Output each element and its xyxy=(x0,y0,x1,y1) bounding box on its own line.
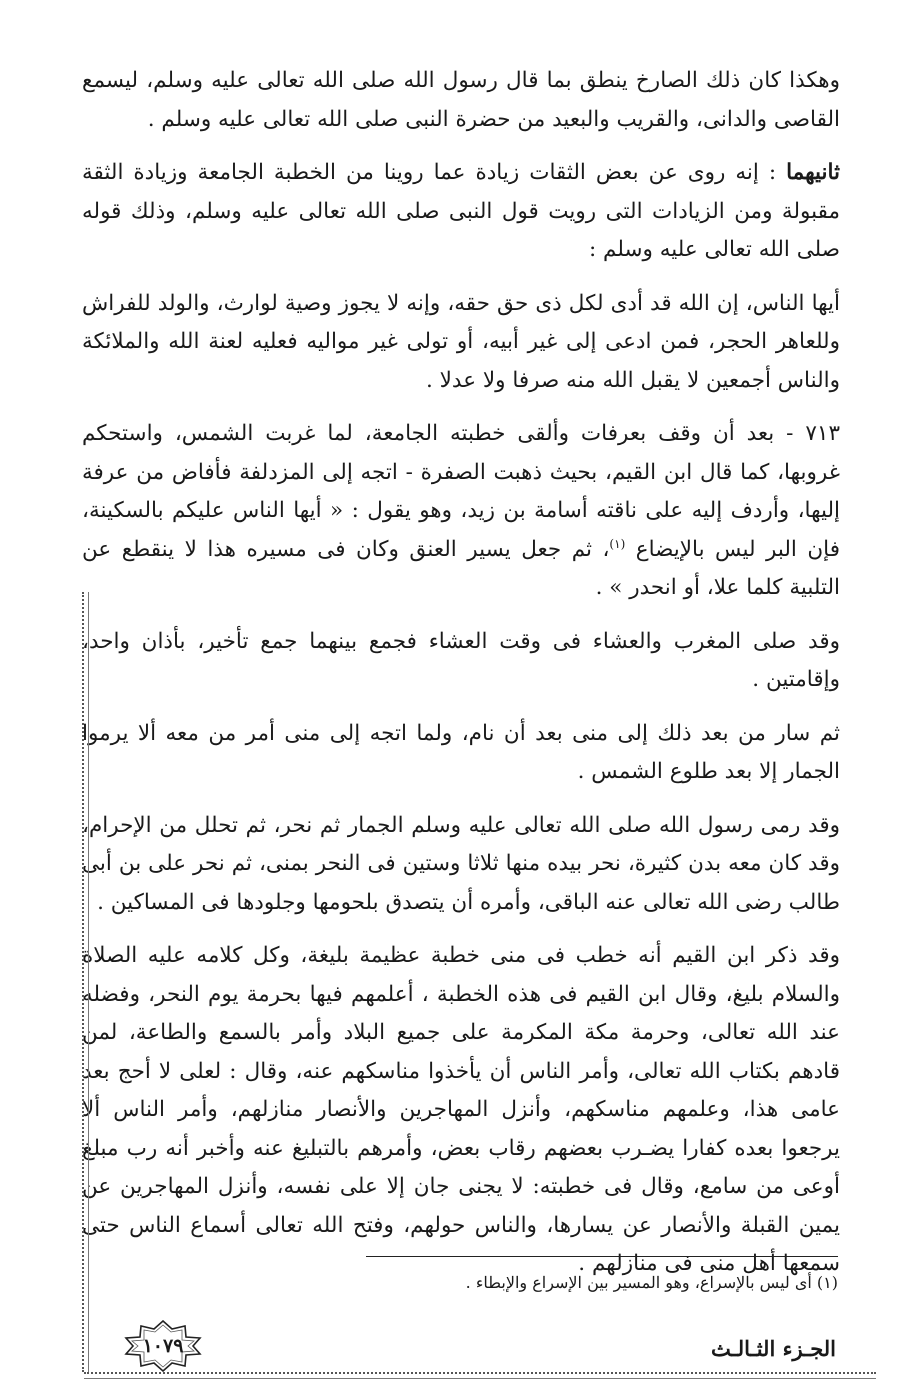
main-text xyxy=(82,62,840,1299)
paragraph-maghrib: وقد صلى المغرب والعشاء فى وقت العشاء فجمع بينهما جمع تأخير، بأذان واحد، وإقامتين . xyxy=(82,628,840,692)
page-number: ١٠٧٩ xyxy=(142,1335,184,1357)
paragraph-713-start: ٧١٣ - بعد أن وقف بعرفات وألقى خطبته الجامعة، لما غربت الشمس، واستحكم غروبها، كما قال ابن القيم، بحيث ذهبت الصفرة - اتجه إلى المزدلفة فأفاض من عرفة إليها، وأردف إليه على ناقته أسامة بن زيد، وهو يقول : « أيها الناس عليكم بالسكينة، فإن البر ليس بالإيضاع xyxy=(82,421,840,562)
paragraph-crier: وهكذا كان ذلك الصارخ ينطق بما قال رسول الله صلى الله تعالى عليه وسلم، ليسمع القاصى والدانى، والقريب والبعيد من حضرة النبى صلى الله تعالى عليه وسلم . xyxy=(82,68,840,132)
decorative-frame-left xyxy=(82,592,89,1372)
paragraph-mina: ثم سار من بعد ذلك إلى منى بعد أن نام، ولما اتجه إلى منى أمر من معه ألا يرموا الجمار إلا بعد طلوع الشمس . xyxy=(82,720,840,784)
paragraph-second-point xyxy=(82,154,840,270)
page-number-badge xyxy=(122,1320,204,1372)
second-point-text: : إنه روى عن بعض الثقات زيادة عما روينا من الخطبة الجامعة وزيادة الثقة مقبولة ومن الزيادات التى رويت قول النبى صلى الله تعالى عليه وسلم، وذلك قوله صلى الله تعالى عليه وسلم : xyxy=(82,160,840,262)
paragraph-sermon-mina: وقد ذكر ابن القيم أنه خطب فى منى خطبة عظيمة بليغة، وكل كلامه عليه الصلاة والسلام بليغ، وقال ابن القيم فى هذه الخطبة ، أعلمهم فيها بحرمة يوم النحر، وفضله عند الله تعالى، وحرمة مكة المكرمة على جميع البلاد وأمر بالسمع والطاعة، لمن قادهم بكتاب الله تعالى، وأمر الناس أن يأخذوا مناسكهم عنه، وقال : لعلى لا أحج بعد عامى هذا، وعلمهم مناسكهم، وأنزل المهاجرين والأنصار منازلهم، وأمر الناس ألا يرجعوا بعده كفارا يضـرب بعضهم رقاب بعض، وأمرهم بالتبليغ عنه وأخبر أنه رب مبلغ أوعى من سامع، وقال فى خطبته: لا يجنى جان إلا على نفسه، وأنزل المهاجرين عن يمين القبلة والأنصار عن يسارها، والناس حولهم، وفتح الله تعالى أسماع الناس حتى سمعها أهل منى فى منازلهم . xyxy=(82,943,840,1276)
footnote: (١) أى ليس بالإسراع، وهو المسير بين الإسراع والإبطاء . xyxy=(465,1273,838,1292)
sermon-quote: أيها الناس، إن الله قد أدى لكل ذى حق حقه، وإنه لا يجوز وصية لوارث، والولد للفراش وللعاهر الحجر، فمن ادعى إلى غير أبيه، أو تولى غير مواليه فعليه لعنة الله والملائكة والناس أجمعين لا يقبل الله منه صرفا ولا عدلا . xyxy=(82,290,840,393)
decorative-frame-bottom xyxy=(84,1372,876,1379)
footnote-marker: (١) xyxy=(609,536,626,551)
volume-label: الجـزء الثـالـث xyxy=(710,1336,836,1361)
second-point-lead: ثانيهما xyxy=(786,160,840,185)
paragraph-sacrifice: وقد رمى رسول الله صلى الله تعالى عليه وسلم الجمار ثم نحر، ثم تحلل من الإحرام، وقد كان معه بدن كثيرة، نحر بيده منها ثلاثا وستين فى النحر بمنى، ثم نحر على بن أبى طالب رضى الله تعالى عنه الباقى، وأمره أن يتصدق بلحومها وجلودها فى المساكين . xyxy=(82,812,840,915)
footnote-divider xyxy=(366,1256,838,1257)
paragraph-713-end: ، ثم جعل يسير العنق وكان فى مسيره هذا لا ينقطع عن التلبية كلما علا، أو انحدر » . xyxy=(82,536,840,600)
paragraph-713 xyxy=(82,415,840,608)
